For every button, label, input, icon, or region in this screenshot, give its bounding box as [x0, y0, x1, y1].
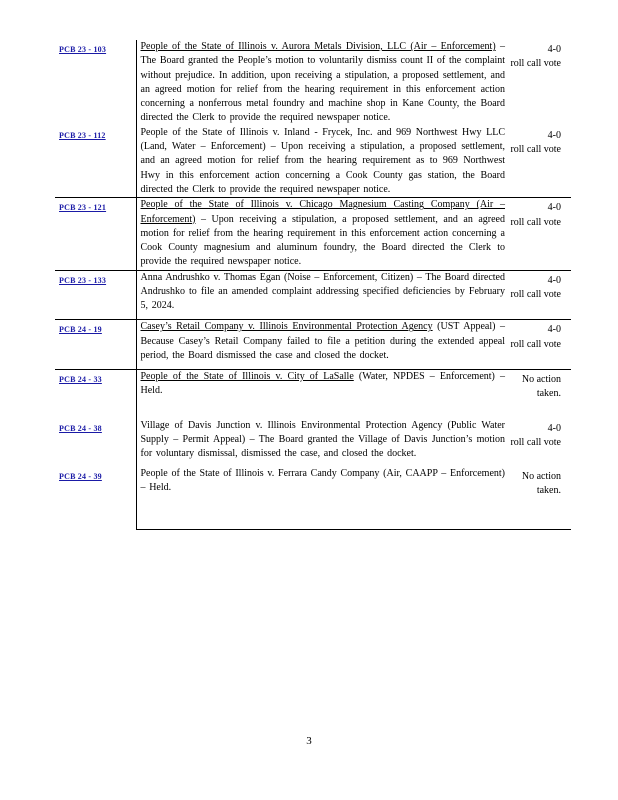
table-row: [55, 126, 571, 198]
table-row: [55, 270, 571, 320]
table-row: [55, 369, 571, 418]
entry-description: [141, 320, 506, 363]
entry-title: People of the State of Illinois v. Chicago Magnesium Casting Company (Air – Enforcement): [140, 199, 505, 225]
table-row: [55, 467, 571, 529]
entry-text: (Water, NPDES – Enforcement) – Held.: [140, 370, 505, 397]
vote-label: roll call vote: [510, 289, 561, 301]
vote-count: No action: [521, 471, 561, 483]
entry-description: [141, 419, 506, 462]
entry-description: [141, 40, 506, 126]
case-link-pcb-23-112[interactable]: PCB 23 - 112: [59, 130, 106, 140]
case-link-pcb-23-121[interactable]: PCB 23 - 121: [59, 203, 107, 213]
table-row: [55, 419, 571, 468]
vote-label: taken.: [536, 485, 561, 497]
entry-title: People of the State of Illinois v. Aurora Metals Division, LLC (Air – Enforcement): [140, 41, 496, 52]
table-row: [55, 320, 571, 370]
entry-description: [141, 370, 506, 399]
vote-label: roll call vote: [510, 216, 561, 228]
vote-count: No action: [521, 373, 561, 385]
entry-text: Anna Andrushko v. Thomas Egan (Noise – Enforcement, Citizen) – The Board directed Andrushko to file an amended complaint addressing specified deficiencies by February 5, 2024.: [140, 271, 505, 312]
entry-description: [141, 126, 506, 197]
case-link-pcb-23-103[interactable]: PCB 23 - 103: [59, 45, 107, 54]
vote-count: 4-0: [547, 422, 561, 434]
vote-label: roll call vote: [510, 436, 561, 448]
entry-text: People of the State of Illinois v. Inland - Frycek, Inc. and 969 Northwest Hwy LLC (Land, Water – Enforcement) – Upon receiving a stipulation, a proposed settlement, and an agreed motion for relief from the hearing requirement as to 969 Northwest Hwy in this enforcement action concerning a Cook County gas station, the Board directed the Clerk to provide the required newspaper notice.: [140, 126, 505, 195]
case-link-pcb-24-39[interactable]: PCB 24 - 39: [59, 472, 102, 482]
vote-count: 4-0: [547, 274, 561, 286]
table-row: [55, 198, 571, 270]
vote-label: roll call vote: [510, 144, 561, 156]
vote-count: 4-0: [547, 129, 561, 141]
entry-description: [141, 271, 506, 314]
vote-count: 4-0: [547, 324, 561, 336]
vote-label: roll call vote: [510, 58, 561, 70]
entry-description: [141, 467, 506, 496]
page-number: 3: [306, 735, 312, 747]
entry-text: – Upon receiving a stipulation, a proposed settlement, and an agreed motion for relief from the hearing requirement in this enforcement action concerning a Cook County magnesium and aluminum foundry, the Board directed the Clerk to provide the required newspaper notice.: [140, 213, 505, 268]
vote-count: 4-0: [547, 202, 561, 214]
entry-title: Casey’s Retail Company v. Illinois Environmental Protection Agency: [140, 321, 433, 333]
entry-title: People of the State of Illinois v. City of LaSalle: [140, 370, 354, 382]
case-link-pcb-23-133[interactable]: PCB 23 - 133: [59, 275, 107, 285]
vote-label: taken.: [536, 388, 561, 400]
vote-count: 4-0: [547, 44, 561, 55]
case-link-pcb-24-33[interactable]: PCB 24 - 33: [59, 374, 102, 384]
entry-text: People of the State of Illinois v. Ferrara Candy Company (Air, CAAPP – Enforcement) – Held.: [140, 468, 505, 494]
entry-text: – The Board granted the People’s motion to voluntarily dismiss count II of the complaint without prejudice. In addition, upon receiving a stipulation, a proposed settlement, and an agreed motion for relief from the hearing requirement in this enforcement action concerning a nonferrous metal foundry and machine shop in Kane County, the Board directed the Clerk to provide the required newspaper notice.: [140, 41, 505, 124]
vote-label: roll call vote: [510, 338, 561, 350]
minutes-table: [55, 40, 571, 530]
entry-description: [141, 198, 506, 269]
case-link-pcb-24-19[interactable]: PCB 24 - 19: [59, 325, 102, 335]
entry-text: (UST Appeal) – Because Casey’s Retail Company failed to file a petition during the extended appeal period, the Board dismissed the case and closed the docket.: [140, 321, 506, 361]
table-row: [55, 40, 571, 126]
entry-text: Village of Davis Junction v. Illinois Environmental Protection Agency (Public Water Supply – Permit Appeal) – The Board granted the Village of Davis Junction’s motion for voluntary dismissal, dismissed the case, and closed the docket.: [140, 419, 505, 460]
case-link-pcb-24-38[interactable]: PCB 24 - 38: [59, 423, 102, 433]
